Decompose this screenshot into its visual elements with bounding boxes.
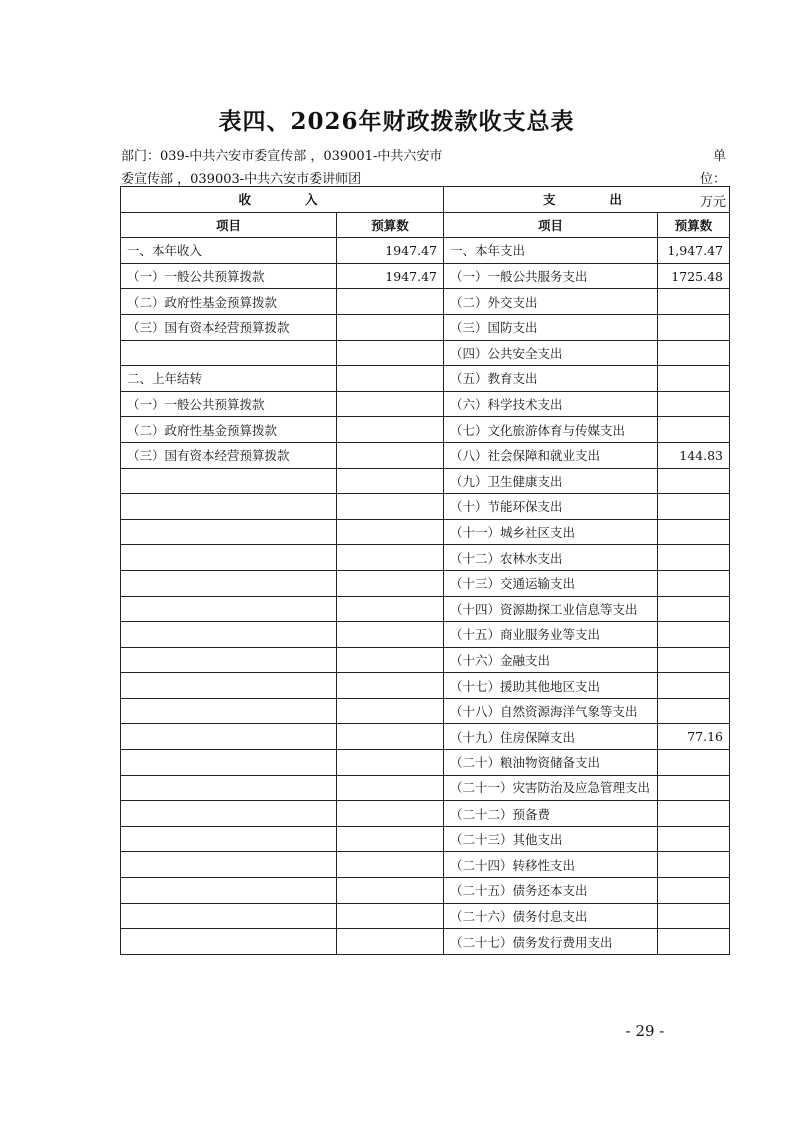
expense-value-cell: 1,947.47 — [658, 238, 730, 264]
income-item-cell — [121, 903, 337, 929]
expense-item-cell: （十一）城乡社区支出 — [444, 519, 658, 545]
income-value-cell — [337, 878, 444, 904]
expense-value-cell — [658, 340, 730, 366]
expense-item-cell: （五）教育支出 — [444, 366, 658, 392]
expense-item-cell: （二十五）债务还本支出 — [444, 878, 658, 904]
income-item-cell — [121, 775, 337, 801]
income-item-cell: （二）政府性基金预算拨款 — [121, 417, 337, 443]
table-row — [121, 775, 730, 801]
income-item-cell: （三）国有资本经营预算拨款 — [121, 442, 337, 468]
expense-value-cell — [658, 289, 730, 315]
expense-value-cell — [658, 647, 730, 673]
income-item-cell — [121, 698, 337, 724]
expense-item-cell: （十五）商业服务业等支出 — [444, 622, 658, 648]
expense-item-cell: （二十一）灾害防治及应急管理支出 — [444, 775, 658, 801]
income-item-cell — [121, 596, 337, 622]
unit-label: 单位：万元 — [699, 149, 726, 210]
table-row — [121, 519, 730, 545]
budget-table — [120, 186, 730, 955]
income-item-cell — [121, 570, 337, 596]
expense-item-cell: （十四）资源勘探工业信息等支出 — [444, 596, 658, 622]
income-value-cell — [337, 775, 444, 801]
income-item-cell — [121, 622, 337, 648]
income-item-header: 项目 — [121, 212, 337, 238]
expense-value-cell — [658, 750, 730, 776]
income-value-cell — [337, 417, 444, 443]
expense-value-cell — [658, 417, 730, 443]
income-item-cell — [121, 494, 337, 520]
expense-value-cell — [658, 929, 730, 955]
income-item-cell: （三）国有资本经营预算拨款 — [121, 314, 337, 340]
income-value-cell — [337, 801, 444, 827]
table-row — [121, 468, 730, 494]
income-value-cell — [337, 289, 444, 315]
income-item-cell — [121, 340, 337, 366]
expense-item-cell: （十二）农林水支出 — [444, 545, 658, 571]
table-row — [121, 903, 730, 929]
expense-item-cell: （二十七）债务发行费用支出 — [444, 929, 658, 955]
expense-item-cell: （八）社会保障和就业支出 — [444, 442, 658, 468]
expense-value-cell: 1725.48 — [658, 263, 730, 289]
income-item-cell — [121, 724, 337, 750]
table-body — [121, 238, 730, 955]
income-section-header: 收 入 — [121, 187, 444, 213]
expense-item-cell: （九）卫生健康支出 — [444, 468, 658, 494]
table-row — [121, 622, 730, 648]
income-value-cell — [337, 519, 444, 545]
income-value-cell — [337, 647, 444, 673]
income-item-cell — [121, 750, 337, 776]
income-item-cell: （一）一般公共预算拨款 — [121, 263, 337, 289]
income-item-cell — [121, 852, 337, 878]
expense-value-cell — [658, 698, 730, 724]
table-row — [121, 340, 730, 366]
table-row — [121, 647, 730, 673]
expense-item-cell: （二十二）预备费 — [444, 801, 658, 827]
income-value-cell — [337, 929, 444, 955]
income-value-cell — [337, 570, 444, 596]
expense-value-cell — [658, 878, 730, 904]
expense-value-cell — [658, 519, 730, 545]
table-row — [121, 596, 730, 622]
section-header-row — [121, 187, 730, 213]
table-row — [121, 263, 730, 289]
department-info: 部门：039-中共六安市委宣传部 ，039001-中共六安市委宣传部 ，039003-中共六安市委讲师团 — [121, 149, 443, 187]
expense-value-cell — [658, 391, 730, 417]
income-value-cell — [337, 366, 444, 392]
expense-budget-header: 预算数 — [658, 212, 730, 238]
expense-value-cell: 77.16 — [658, 724, 730, 750]
income-value-cell — [337, 340, 444, 366]
income-item-cell: （二）政府性基金预算拨款 — [121, 289, 337, 315]
income-value-cell — [337, 826, 444, 852]
income-value-cell — [337, 442, 444, 468]
income-value-cell — [337, 673, 444, 699]
table-row — [121, 750, 730, 776]
expense-value-cell — [658, 366, 730, 392]
table-row — [121, 852, 730, 878]
expense-item-cell: （二十）粮油物资储备支出 — [444, 750, 658, 776]
expense-value-cell — [658, 775, 730, 801]
expense-item-header: 项目 — [444, 212, 658, 238]
table-row — [121, 801, 730, 827]
income-value-cell — [337, 494, 444, 520]
table-row — [121, 826, 730, 852]
income-value-cell — [337, 314, 444, 340]
table-row — [121, 391, 730, 417]
expense-item-cell: （四）公共安全支出 — [444, 340, 658, 366]
table-row — [121, 238, 730, 264]
table-row — [121, 442, 730, 468]
income-value-cell — [337, 724, 444, 750]
income-item-cell — [121, 878, 337, 904]
table-row — [121, 878, 730, 904]
table-row — [121, 673, 730, 699]
income-value-cell — [337, 750, 444, 776]
expense-item-cell: （六）科学技术支出 — [444, 391, 658, 417]
expense-value-cell — [658, 801, 730, 827]
expense-item-cell: （一）一般公共服务支出 — [444, 263, 658, 289]
expense-item-cell: （十七）援助其他地区支出 — [444, 673, 658, 699]
income-value-cell: 1947.47 — [337, 263, 444, 289]
expense-value-cell — [658, 314, 730, 340]
expense-value-cell — [658, 903, 730, 929]
expense-item-cell: （二）外交支出 — [444, 289, 658, 315]
income-item-cell — [121, 468, 337, 494]
income-value-cell — [337, 596, 444, 622]
income-item-cell: 二、上年结转 — [121, 366, 337, 392]
income-value-cell — [337, 545, 444, 571]
expense-item-cell: （十八）自然资源海洋气象等支出 — [444, 698, 658, 724]
expense-value-cell — [658, 622, 730, 648]
income-value-cell — [337, 468, 444, 494]
expense-item-cell: （十）节能环保支出 — [444, 494, 658, 520]
expense-item-cell: （十九）住房保障支出 — [444, 724, 658, 750]
table-row — [121, 724, 730, 750]
table-row — [121, 698, 730, 724]
column-header-row — [121, 212, 730, 238]
income-item-cell — [121, 519, 337, 545]
expense-item-cell: （二十四）转移性支出 — [444, 852, 658, 878]
expense-item-cell: （七）文化旅游体育与传媒支出 — [444, 417, 658, 443]
table-row — [121, 570, 730, 596]
expense-value-cell — [658, 545, 730, 571]
expense-item-cell: （十六）金融支出 — [444, 647, 658, 673]
income-value-cell — [337, 852, 444, 878]
expense-item-cell: （三）国防支出 — [444, 314, 658, 340]
expense-item-cell: （十三）交通运输支出 — [444, 570, 658, 596]
income-value-cell — [337, 698, 444, 724]
table-row — [121, 366, 730, 392]
page-number: - 29 - — [625, 1022, 665, 1040]
table-row — [121, 289, 730, 315]
expense-section-header: 支 出 — [444, 187, 730, 213]
expense-value-cell — [658, 468, 730, 494]
expense-value-cell — [658, 596, 730, 622]
income-item-cell — [121, 826, 337, 852]
expense-value-cell: 144.83 — [658, 442, 730, 468]
income-value-cell — [337, 391, 444, 417]
income-value-cell: 1947.47 — [337, 238, 444, 264]
expense-item-cell: （二十六）债务付息支出 — [444, 903, 658, 929]
expense-value-cell — [658, 852, 730, 878]
income-item-cell — [121, 545, 337, 571]
income-value-cell — [337, 622, 444, 648]
table-row — [121, 417, 730, 443]
income-item-cell — [121, 801, 337, 827]
income-item-cell — [121, 673, 337, 699]
expense-item-cell: （二十三）其他支出 — [444, 826, 658, 852]
table-row — [121, 314, 730, 340]
expense-value-cell — [658, 570, 730, 596]
expense-item-cell: 一、本年支出 — [444, 238, 658, 264]
income-item-cell: 一、本年收入 — [121, 238, 337, 264]
expense-value-cell — [658, 494, 730, 520]
income-item-cell — [121, 647, 337, 673]
page-title: 表四、2026年财政拨款收支总表 — [218, 108, 575, 135]
expense-value-cell — [658, 673, 730, 699]
expense-value-cell — [658, 826, 730, 852]
income-value-cell — [337, 903, 444, 929]
table-row — [121, 494, 730, 520]
income-item-cell: （一）一般公共预算拨款 — [121, 391, 337, 417]
income-budget-header: 预算数 — [337, 212, 444, 238]
table-row — [121, 545, 730, 571]
table-row — [121, 929, 730, 955]
income-item-cell — [121, 929, 337, 955]
